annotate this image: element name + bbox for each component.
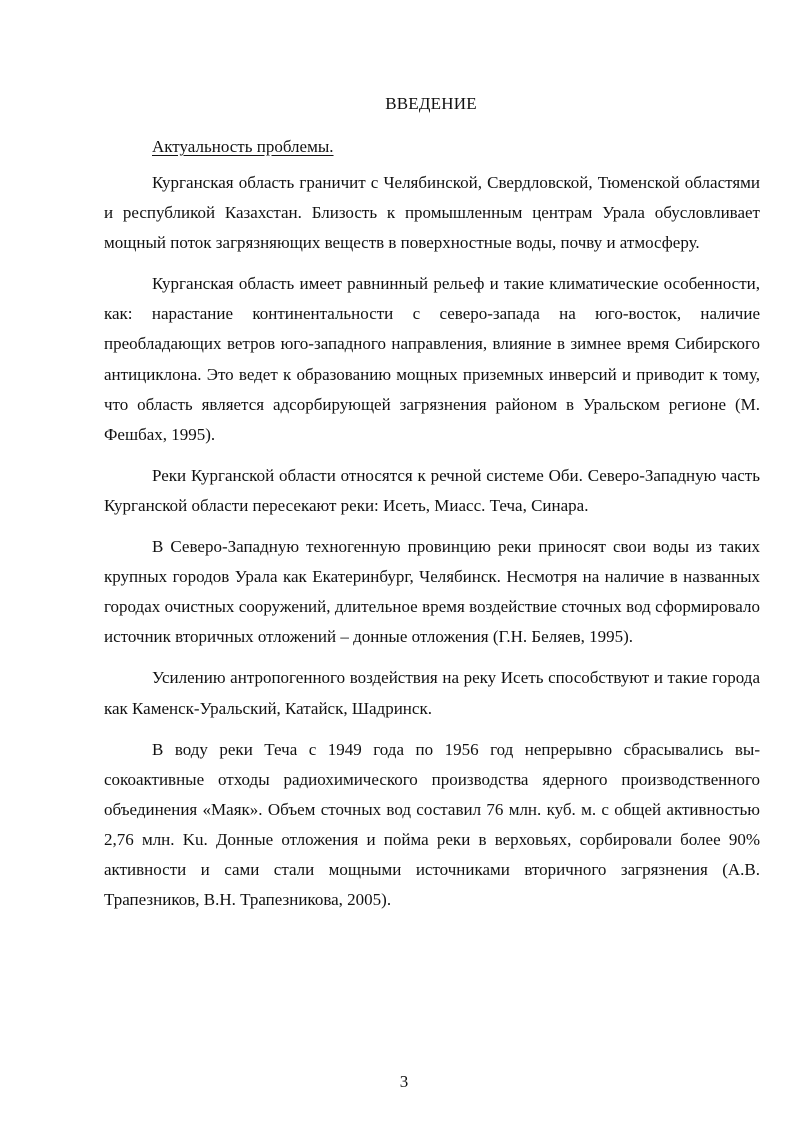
paragraph: Курганская область граничит с Челябинской, Свердловской, Тюменской областями и республикой Казахстан. Близость к промышленным центрам Урала обусловливает мощный поток загрязняющих веществ в поверхностные воды, почву и атмосферу. — [104, 173, 760, 253]
page-title — [0, 94, 796, 114]
paragraph: Курганская область имеет равнинный рельеф и такие климатические особенности, как: нарастание континентальности с северо-запада на юго-восток, наличие преобладающих ветров юго-западного направления, влияние в зимнее время Сибирского антициклона. Это ведет к образованию мощных приземных инверсий и приводит к тому, что область является адсорбирующей загрязнения районом в Уральском регионе (М. Фешбах, 1995). — [104, 274, 760, 444]
paragraph: В Северо-Западную техногенную провинцию реки приносят свои воды из таких крупных городов Урала как Екатеринбург, Челябинск. Несмотря на наличие в названных городах очистных сооружений, длительное время воздействие сточных вод сформировало источник вторичных отложений – донные отложения (Г.Н. Беляев, 1995). — [104, 537, 760, 647]
page-number-text: 3 — [399, 1072, 409, 1091]
paragraph: Реки Курганской области относятся к речной системе Оби. Северо-Западную часть Курганской области пересекают реки: Исеть, Миасс. Теча, Синара. — [104, 465, 760, 515]
page-title-text: ВВЕДЕНИЕ — [385, 94, 477, 113]
paragraph: Усилению антропогенного воздействия на реку Исеть способствуют и такие города как Каменск-Уральский, Катайск, Шадринск. — [104, 668, 760, 718]
paragraph: В воду реки Теча с 1949 года по 1956 год непрерывно сбрасывались высокоактивные отходы радиохимического производства ядерного производственного объединения «Маяк». Объем сточных вод составил 76 млн. куб. м. с общей активностью 2,76 млн. Ku. Донные отложения и пойма реки в верховьях, сорбировали более 90% активности и сами стали мощными источниками вторичного загрязнения (А.В. Трапезников, В.Н. Трапезникова, 2005). — [104, 739, 760, 910]
page-number — [0, 1072, 796, 1092]
section-heading: Актуальность проблемы. — [152, 137, 334, 156]
body-text — [104, 168, 760, 926]
